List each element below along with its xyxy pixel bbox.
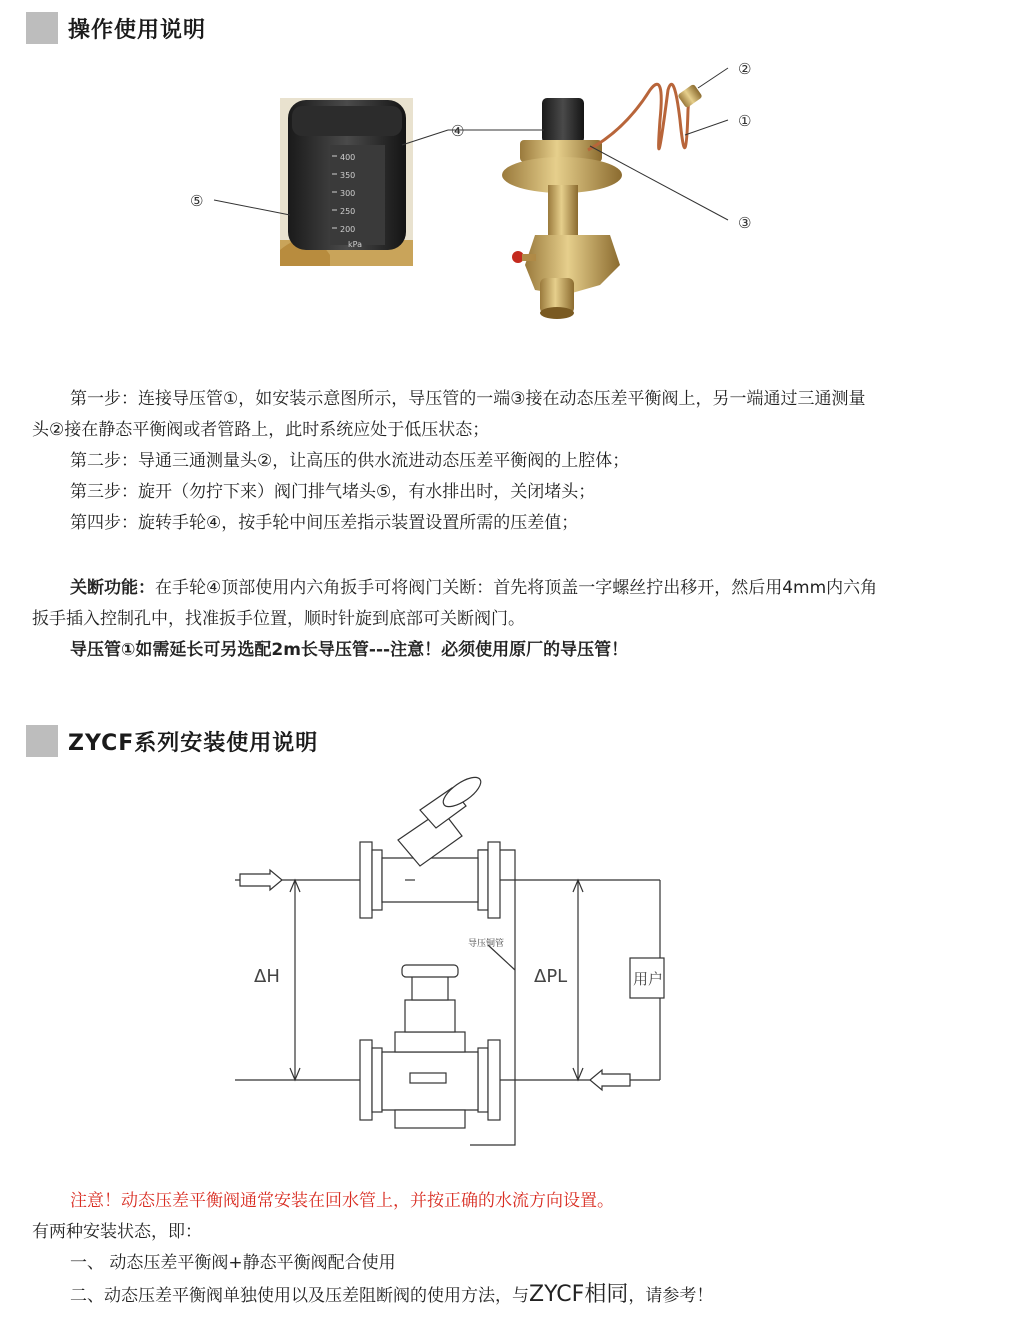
warning-text: 注意！动态压差平衡阀通常安装在回水管上，并按正确的水流方向设置。 (70, 1191, 614, 1211)
static-balance-valve (360, 772, 500, 918)
steps-block (32, 384, 997, 539)
intro-text: 有两种安装状态，即： (32, 1222, 202, 1242)
callout-1: ① (738, 112, 752, 130)
valve-assembly-photo (502, 84, 703, 319)
dial-mark: 350 (340, 171, 356, 180)
install-option-2 (32, 1279, 997, 1312)
section-header-zycf (26, 725, 318, 757)
step4-text: 第四步：旋转手轮④，按手轮中间压差指示装置设置所需的压差值； (70, 513, 579, 533)
dial-unit: kPa (348, 240, 362, 249)
shutoff-label: 关断功能： (70, 578, 155, 598)
notes-block (32, 1186, 997, 1312)
step2-text: 第二步：导通三通测量头②，让高压的供水流进动态压差平衡阀的上腔体； (70, 451, 630, 471)
dh-label: ΔH (254, 966, 280, 987)
dial-closeup-photo (280, 98, 413, 266)
shutoff-text: 在手轮④顶部使用内六角扳手可将阀门关断：首先将顶盖一字螺丝拧出移开，然后用4mm内六角 (155, 578, 878, 598)
shutoff-line1 (32, 573, 997, 604)
shutoff-line2: 扳手插入控制孔中，找准扳手位置，顺时针旋到底部可关断阀门。 (32, 609, 525, 629)
callout-4: ④ (451, 122, 465, 140)
dial-mark: 300 (340, 189, 356, 198)
section-title: ZYCF系列安装使用说明 (68, 730, 319, 756)
dial-mark: 200 (340, 225, 356, 234)
header-block-icon (26, 725, 58, 757)
user-label: 用户 (633, 970, 664, 988)
dial-mark: 400 (340, 153, 356, 162)
dpl-label: ΔPL (534, 966, 568, 987)
step1-line2: 头②接在静态平衡阀或者管路上，此时系统应处于低压状态； (32, 420, 490, 440)
option2-brand: ZYCF相同 (529, 1282, 629, 1307)
product-photo-figure (180, 50, 780, 340)
differential-pressure-valve (360, 965, 500, 1128)
callout-5: ⑤ (190, 192, 204, 210)
install-option-1: 一、 动态压差平衡阀+静态平衡阀配合使用 (70, 1253, 396, 1273)
option2-text: 二、动态压差平衡阀单独使用以及压差阻断阀的使用方法，与 (70, 1286, 529, 1306)
option2-suffix: ，请参考！ (628, 1286, 714, 1306)
header-block-icon (26, 12, 58, 44)
step3-text: 第三步：旋开（勿拧下来）阀门排气堵头⑤，有水排出时，关闭堵头； (70, 482, 596, 502)
shutoff-block (32, 573, 997, 666)
callout-2: ② (738, 60, 752, 78)
installation-diagram (230, 770, 690, 1165)
section-title: 操作使用说明 (68, 17, 207, 43)
tube-label: 导压铜管 (468, 939, 505, 949)
section-header-operation (26, 12, 206, 44)
step1-line1: 第一步：连接导压管①，如安装示意图所示，导压管的一端③接在动态压差平衡阀上，另一端通过三通测量 (70, 389, 866, 409)
dial-mark: 250 (340, 207, 356, 216)
tube-note: 导压管①如需延长可另选配2m长导压管---注意！必须使用原厂的导压管！ (70, 640, 629, 660)
callout-3: ③ (738, 214, 752, 232)
